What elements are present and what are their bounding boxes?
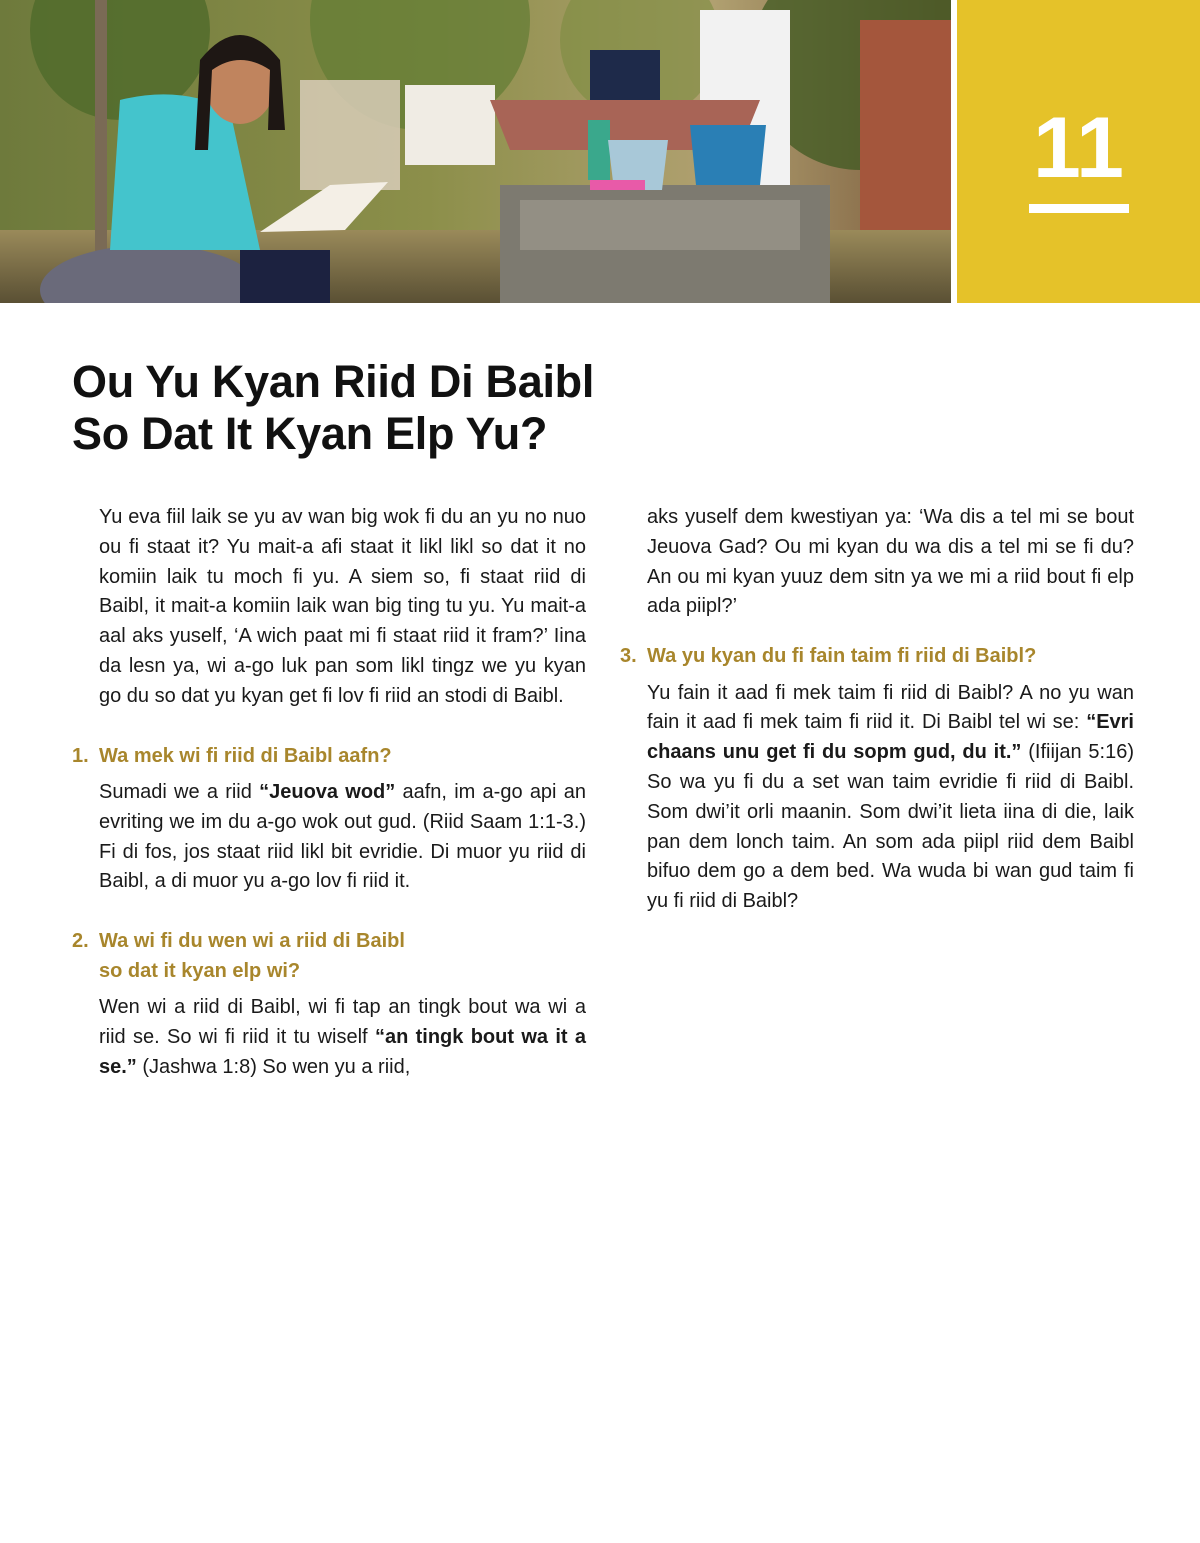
- question-3-text: Wa yu kyan du fi fain taim fi riid di Baibl?: [647, 645, 1037, 668]
- section-3-quote: “Evri chaans unu get fi du sopm gud, du it.”: [647, 711, 1134, 764]
- chapter-number: 11: [1033, 100, 1124, 196]
- section-1-text-end: aafn, im a-go api an evriting we im du a-go wok out gud. (Riid Saam 1:1-3.) Fi di fos, jos staat riid likl bit evridie. Di muor yu riid di Baibl, a di muor yu a-go lov fi riid it.: [99, 781, 586, 893]
- question-2-text: [99, 927, 405, 986]
- section-1-text-start: Sumadi we a riid: [99, 781, 260, 804]
- section-3-text-start: Yu fain it aad fi mek taim fi riid di Baibl? A no yu wan fain it aad fi mek taim fi riid it. Di Baibl tel wi se:: [647, 681, 1134, 734]
- question-1: [72, 742, 586, 772]
- question-2-line-1: Wa wi fi du wen wi a riid di Baibl: [99, 930, 405, 953]
- section-2-text-start: Wen wi a riid di Baibl, wi fi tap an tingk bout wa wi a riid se. So wi fi riid it tu wiself: [99, 996, 586, 1049]
- section-2-text-end: (Jashwa 1:8) So wen yu a riid,: [136, 1055, 411, 1078]
- section-2-paragraph: [72, 993, 586, 1082]
- question-1-number: 1.: [72, 744, 89, 767]
- page-title: [72, 356, 594, 460]
- photo-woman-reading-bible: [0, 0, 951, 303]
- section-2-paragraph-continued: aks yuself dem kwestiyan ya: ‘Wa dis a tel mi se bout Jeuova Gad? Ou mi kyan du wa dis a tel mi se fi du? An ou mi kyan yuuz dem sitn ya we mi a riid bout fi elp ada piipl?’: [647, 506, 1134, 618]
- question-2-line-2: so dat it kyan elp wi?: [99, 959, 301, 982]
- cover-photo: [0, 0, 951, 303]
- question-3: [620, 642, 1134, 672]
- section-3-paragraph: [620, 679, 1134, 917]
- question-2: [72, 927, 586, 986]
- section-1-paragraph: [72, 778, 586, 897]
- chapter-underline: [1029, 204, 1129, 213]
- question-1-text: Wa mek wi fi riid di Baibl aafn?: [99, 744, 392, 767]
- section-2-quote: “an tingk bout wa it a se.”: [99, 1026, 586, 1078]
- question-3-number: 3.: [620, 645, 637, 668]
- left-column: [72, 503, 586, 1083]
- section-3-text-end: (Ifiijan 5:16) So wa yu fi du a set wan taim evridie fi riid di Baibl. Som dwi’it orli maanin. Som dwi’it lieta iina di die, laik pan dem lonch taim. An som ada piipl riid dem Baibl bifuo dem go a dem bed. Wa wuda bi wan gud taim fi yu fi riid di Baibl?: [647, 741, 1134, 913]
- intro-paragraph: Yu eva fiil laik se yu av wan big wok fi du an yu no nuo ou fi staat it? Yu mait-a afi staat it likl likl so dat it no komiin laik tu moch fi yu. A siem so, fi staat riid di Baibl, it mait-a komiin laik wan big ting tu yu. Yu mait-a aal aks yuself, ‘A wich paat mi fi staat riid it fram?’ Iina da lesn ya, wi a-go luk pan som likl tingz we yu kyan go du so dat yu kyan get fi lov fi riid an stodi di Baibl.: [99, 506, 586, 707]
- chapter-badge: [957, 0, 1200, 303]
- title-line-1: Ou Yu Kyan Riid Di Baibl: [72, 356, 595, 407]
- section-1-quote: “Jeuova wod”: [259, 781, 396, 804]
- right-column: [620, 503, 1134, 917]
- question-2-number: 2.: [72, 930, 89, 953]
- title-line-2: So Dat It Kyan Elp Yu?: [72, 408, 548, 459]
